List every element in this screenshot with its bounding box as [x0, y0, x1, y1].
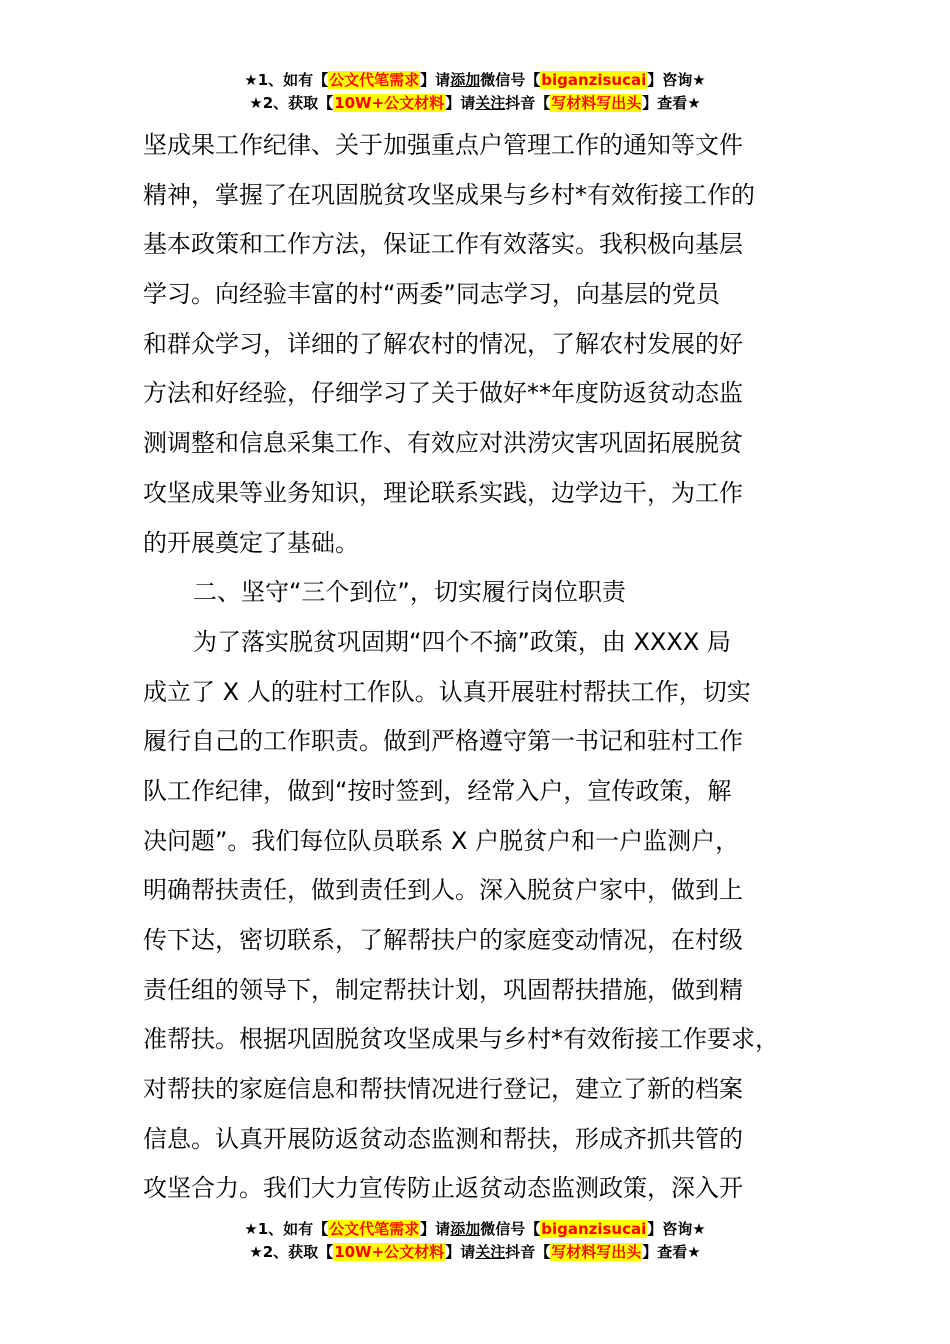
highlight-text: 10W+公文材料 — [334, 94, 445, 112]
text-line: 测调整和信息采集工作、有效应对洪涝灾害巩固拓展脱贫 — [143, 429, 743, 458]
banner-text: ★1、如有【 — [244, 1220, 329, 1238]
douyin-account: 写材料写出头 — [551, 94, 642, 112]
banner-emphasis: 添加 — [450, 1220, 481, 1238]
banner-text: 微信号【 — [480, 71, 541, 89]
banner-line-2 — [0, 1241, 950, 1264]
banner-line-1 — [0, 69, 950, 92]
header-banner — [0, 69, 950, 115]
douyin-account: 写材料写出头 — [551, 1243, 642, 1261]
banner-text: 微信号【 — [480, 1220, 541, 1238]
banner-text: 】查看★ — [642, 1243, 701, 1261]
highlight-text: 公文代笔需求 — [329, 71, 420, 89]
text-line: 攻坚成果等业务知识，理论联系实践，边学边干，为工作 — [143, 478, 743, 507]
text-line: 的开展奠定了基础。 — [143, 528, 359, 557]
paragraph-start: 为了落实脱贫巩固期“四个不摘”政策，由 XXXX 局 — [193, 627, 731, 656]
text-line: 精神，掌握了在巩固脱贫攻坚成果与乡村*有效衔接工作的 — [143, 180, 755, 209]
text-line: 对帮扶的家庭信息和帮扶情况进行登记，建立了新的档案 — [143, 1075, 743, 1104]
highlight-text: 公文代笔需求 — [329, 1220, 420, 1238]
wechat-id: biganzisucai — [541, 71, 647, 89]
banner-text: ★2、获取【 — [249, 1243, 334, 1261]
text-line: 准帮扶。根据巩固脱贫攻坚成果与乡村*有效衔接工作要求， — [143, 1025, 779, 1054]
banner-text: ★2、获取【 — [249, 94, 334, 112]
banner-text: 】请 — [445, 1243, 476, 1261]
text-line: 队工作纪律，做到“按时签到，经常入户，宣传政策，解 — [143, 776, 732, 805]
section-heading: 二、坚守“三个到位”，切实履行岗位职责 — [193, 578, 626, 607]
banner-text: 抖音【 — [505, 1243, 551, 1261]
text-line: 和群众学习，详细的了解农村的情况，了解农村发展的好 — [143, 329, 743, 358]
wechat-id: biganzisucai — [541, 1220, 647, 1238]
text-line: 基本政策和工作方法，保证工作有效落实。我积极向基层 — [143, 230, 743, 259]
text-line: 责任组的领导下，制定帮扶计划，巩固帮扶措施，做到精 — [143, 975, 743, 1004]
banner-text: 】咨询★ — [647, 71, 706, 89]
text-line: 明确帮扶责任，做到责任到人。深入脱贫户家中，做到上 — [143, 876, 743, 905]
document-body — [143, 121, 833, 1214]
text-line: 坚成果工作纪律、关于加强重点户管理工作的通知等文件 — [143, 131, 743, 159]
banner-text: 】咨询★ — [647, 1220, 706, 1238]
text-line: 传下达，密切联系，了解帮扶户的家庭变动情况，在村级 — [143, 926, 743, 954]
text-line: 学习。向经验丰富的村“两委”同志学习，向基层的党员 — [143, 280, 720, 309]
banner-emphasis: 关注 — [475, 94, 506, 112]
text-line: 履行自己的工作职责。做到严格遵守第一书记和驻村工作 — [143, 727, 743, 756]
text-line: 攻坚合力。我们大力宣传防止返贫动态监测政策，深入开 — [143, 1174, 743, 1203]
footer-banner — [0, 1218, 950, 1264]
banner-text: 】查看★ — [642, 94, 701, 112]
banner-text: 】请 — [420, 71, 451, 89]
banner-emphasis: 添加 — [450, 71, 481, 89]
text-line: 成立了 X 人的驻村工作队。认真开展驻村帮扶工作，切实 — [143, 677, 751, 706]
banner-text: ★1、如有【 — [244, 71, 329, 89]
text-line: 信息。认真开展防返贫动态监测和帮扶，形成齐抓共管的 — [143, 1124, 743, 1153]
banner-line-2 — [0, 92, 950, 115]
banner-text: 抖音【 — [505, 94, 551, 112]
text-line: 方法和好经验，仔细学习了关于做好**年度防返贫动态监 — [143, 379, 743, 408]
highlight-text: 10W+公文材料 — [334, 1243, 445, 1261]
banner-text: 】请 — [420, 1220, 451, 1238]
text-line: 决问题”。我们每位队员联系 X 户脱贫户和一户监测户， — [143, 826, 740, 855]
banner-line-1 — [0, 1218, 950, 1241]
banner-emphasis: 关注 — [475, 1243, 506, 1261]
banner-text: 】请 — [445, 94, 476, 112]
